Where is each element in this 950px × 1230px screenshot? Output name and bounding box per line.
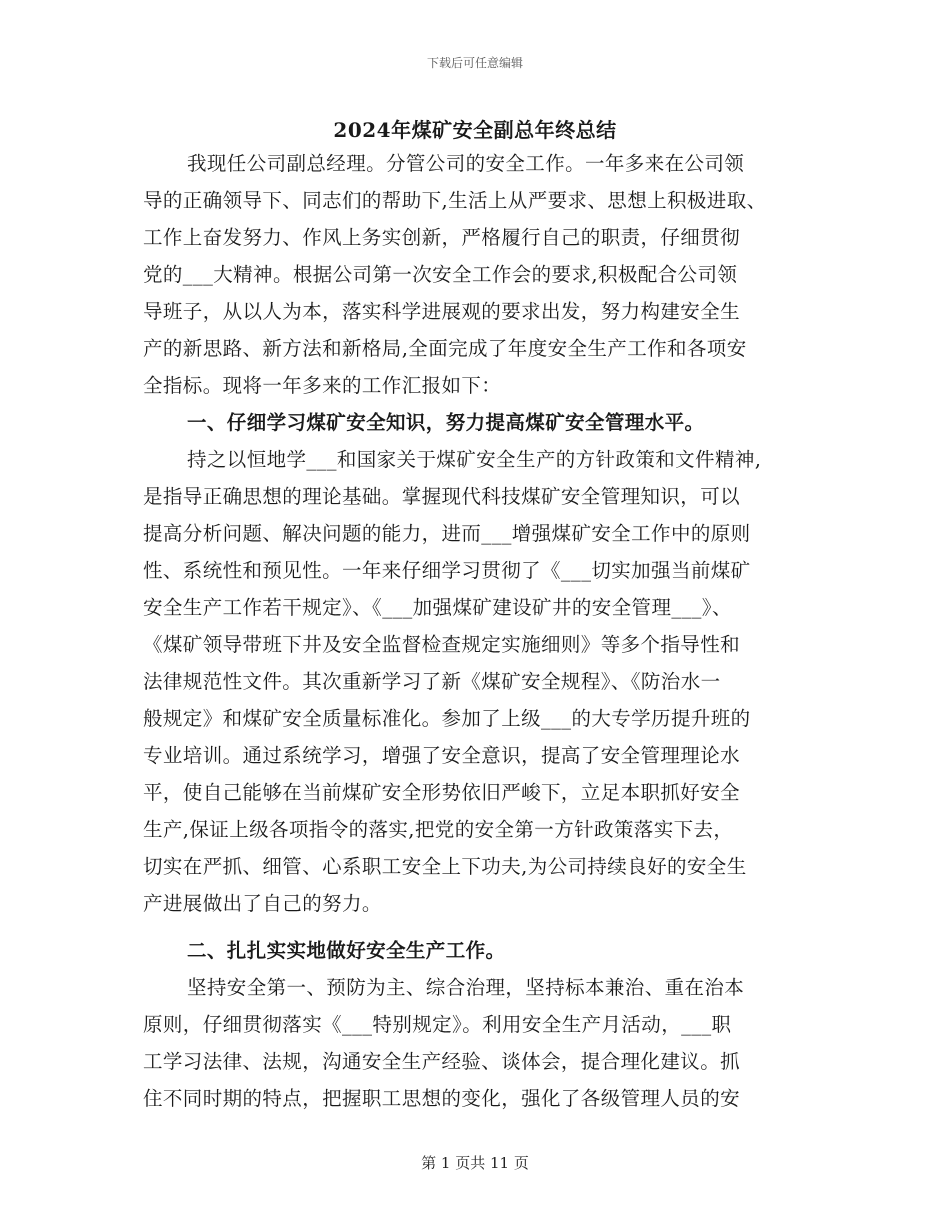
text-line: 《煤矿领导带班下井及安全监督检查规定实施细则》等多个指导性和 bbox=[143, 633, 741, 656]
text-line: 工作上奋发努力、作风上务实创新，严格履行自己的职责，仔细贯彻 bbox=[143, 226, 741, 249]
text-line: 导班子，从以人为本，落实科学进展观的要求出发，努力构建安全生 bbox=[143, 300, 741, 323]
text-line: 全指标。现将一年多来的工作汇报如下： bbox=[143, 374, 502, 397]
text-line: 坚持安全第一、预防为主、综合治理，坚持标本兼治、重在治本 bbox=[187, 976, 745, 999]
document-body bbox=[143, 145, 815, 1117]
text-line: 持之以恒地学___和国家关于煤矿安全生产的方针政策和文件精神, bbox=[187, 448, 762, 471]
paragraph-section-2 bbox=[143, 969, 815, 1117]
document-title: 2024年煤矿安全副总年终总结 bbox=[333, 118, 617, 142]
section-heading-2: 二、扎扎实实地做好安全生产工作。 bbox=[187, 939, 506, 962]
download-note: 下载后可任意编辑 bbox=[426, 56, 523, 70]
text-line: 般规定》和煤矿安全质量标准化。参加了上级___的大专学历提升班的 bbox=[143, 707, 751, 730]
text-line: 平，使自己能够在当前煤矿安全形势依旧严峻下，立足本职抓好安全 bbox=[143, 781, 741, 804]
text-line: 我现任公司副总经理。分管公司的安全工作。一年多来在公司领 bbox=[187, 152, 745, 175]
paragraph-intro bbox=[143, 145, 815, 404]
section-heading-1: 一、仔细学习煤矿安全知识，努力提高煤矿安全管理水平。 bbox=[187, 411, 705, 434]
text-line: 性、系统性和预见性。一年来仔细学习贯彻了《___切实加强当前煤矿 bbox=[143, 559, 751, 582]
text-line: 导的正确领导下、同志们的帮助下,生活上从严要求、思想上积极进取、 bbox=[143, 189, 767, 212]
paragraph-section-1 bbox=[143, 441, 815, 922]
text-line: 生产,保证上级各项指令的落实,把党的安全第一方针政策落实下去， bbox=[143, 818, 734, 841]
text-line: 专业培训。通过系统学习，增强了安全意识，提高了安全管理理论水 bbox=[143, 744, 741, 767]
text-line: 提高分析问题、解决问题的能力，进而___增强煤矿安全工作中的原则 bbox=[143, 522, 751, 545]
text-line: 产进展做出了自己的努力。 bbox=[143, 892, 382, 915]
text-line: 是指导正确思想的理论基础。掌握现代科技煤矿安全管理知识，可以 bbox=[143, 485, 741, 508]
text-line: 产的新思路、新方法和新格局,全面完成了年度安全生产工作和各项安 bbox=[143, 337, 747, 360]
text-line: 法律规范性文件。其次重新学习了新《煤矿安全规程》、《防治水一 bbox=[143, 670, 721, 693]
text-line: 党的___大精神。根据公司第一次安全工作会的要求,积极配合公司领 bbox=[143, 263, 738, 286]
text-line: 住不同时期的特点，把握职工思想的变化，强化了各级管理人员的安 bbox=[143, 1087, 741, 1110]
text-line: 工学习法律、法规，沟通安全生产经验、谈体会，提合理化建议。抓 bbox=[143, 1050, 741, 1073]
text-line: 安全生产工作若干规定》、《___加强煤矿建设矿井的安全管理___》、 bbox=[143, 596, 732, 619]
text-line: 原则，仔细贯彻落实《___特别规定》。利用安全生产月活动，___职 bbox=[143, 1013, 732, 1036]
text-line: 切实在严抓、细管、心系职工安全上下功夫,为公司持续良好的安全生 bbox=[143, 855, 747, 878]
page-number: 第 1 页共 11 页 bbox=[421, 1154, 529, 1172]
